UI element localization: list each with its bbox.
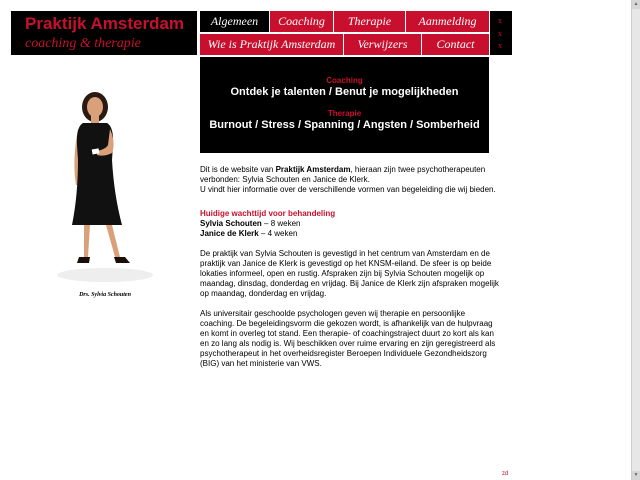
intro-paragraph [200, 165, 500, 195]
main-content [200, 165, 500, 379]
therapist1-name: Sylvia Schouten [200, 219, 262, 228]
about-paragraph: Als universitair geschoolde psychologen geven wij therapie en persoonlijke coaching. De begeleidingsvorm die gekozen wordt, is afhankelijk van de hulpvraag en komt in overleg tot stand. Een therapie- of coachingstraject duurt zo kort als kan en zo lang als nodig is. Wij beschikken over ruime ervaring en zijn geregistreerd als psychotherapeut in het overheidsregister Beroepen Individuele Gezondheidszorg (BIG) van het ministerie van VWS. [200, 309, 496, 368]
waiting-time-heading: Huidige wachttijd voor behandeling [200, 209, 336, 218]
nav-contact[interactable]: Contact [422, 34, 489, 55]
therapist-photo [30, 85, 180, 285]
nav-verwijzers[interactable]: Verwijzers [344, 34, 421, 55]
therapist2-wait: – 4 weken [258, 229, 298, 238]
intro-line2: U vindt hier informatie over de verschillende vormen van begeleiding die wij bieden. [200, 185, 496, 194]
scroll-up-icon[interactable]: ▲ [633, 1, 639, 7]
scroll-down-icon[interactable]: ▼ [633, 472, 639, 478]
logo-title: Praktijk Amsterdam [25, 14, 185, 33]
nav-aanmelding[interactable]: Aanmelding [406, 11, 489, 32]
banner-therapie-text: Burnout / Stress / Spanning / Angsten / Somberheid [209, 119, 480, 131]
site-credit-link[interactable]: zd [502, 471, 509, 477]
nav-wie-is-praktijk[interactable]: Wie is Praktijk Amsterdam [200, 34, 343, 55]
close-marks-column [490, 11, 512, 55]
intro-practice-name: Praktijk Amsterdam [275, 165, 351, 174]
nav-coaching[interactable]: Coaching [270, 11, 333, 32]
site-logo[interactable] [11, 11, 197, 55]
close-icon[interactable]: x [498, 41, 502, 50]
therapist2-name: Janice de Klerk [200, 229, 259, 238]
banner-coaching-label: Coaching [326, 76, 363, 85]
nav-therapie[interactable]: Therapie [334, 11, 405, 32]
intro-text-cont: , hieraan zijn twee psychotherapeuten verbonden: Sylvia Schouten en Janice de Klerk. [200, 165, 486, 184]
waiting-time-block [200, 209, 500, 239]
photo-caption: Drs. Sylvia Schouten [79, 292, 131, 298]
intro-text: Dit is de website van [200, 165, 276, 174]
tagline-banner [200, 57, 489, 153]
close-icon[interactable]: x [498, 29, 502, 38]
location-paragraph: De praktijk van Sylvia Schouten is gevestigd in het centrum van Amsterdam en de praktijk van Janice de Klerk is gevestigd op het KNSM-eiland. De sfeer is op beide lokaties informeel, open en rustig. Afspraken zijn bij Sylvia Schouten mogelijk op maandag, dinsdag, donderdag en vrijdag. Bij Janice de Klerk zijn afspraken mogelijk op maandag, donderdag en vrijdag. [200, 249, 499, 298]
vertical-scrollbar[interactable] [631, 0, 640, 480]
close-icon[interactable]: x [498, 16, 502, 25]
therapist1-wait: – 8 weken [261, 219, 301, 228]
logo-subtitle: coaching & therapie [25, 36, 141, 51]
banner-therapie-label: Therapie [327, 109, 362, 118]
banner-coaching-text: Ontdek je talenten / Benut je mogelijkheden [230, 86, 459, 98]
nav-algemeen[interactable]: Algemeen [200, 11, 269, 32]
